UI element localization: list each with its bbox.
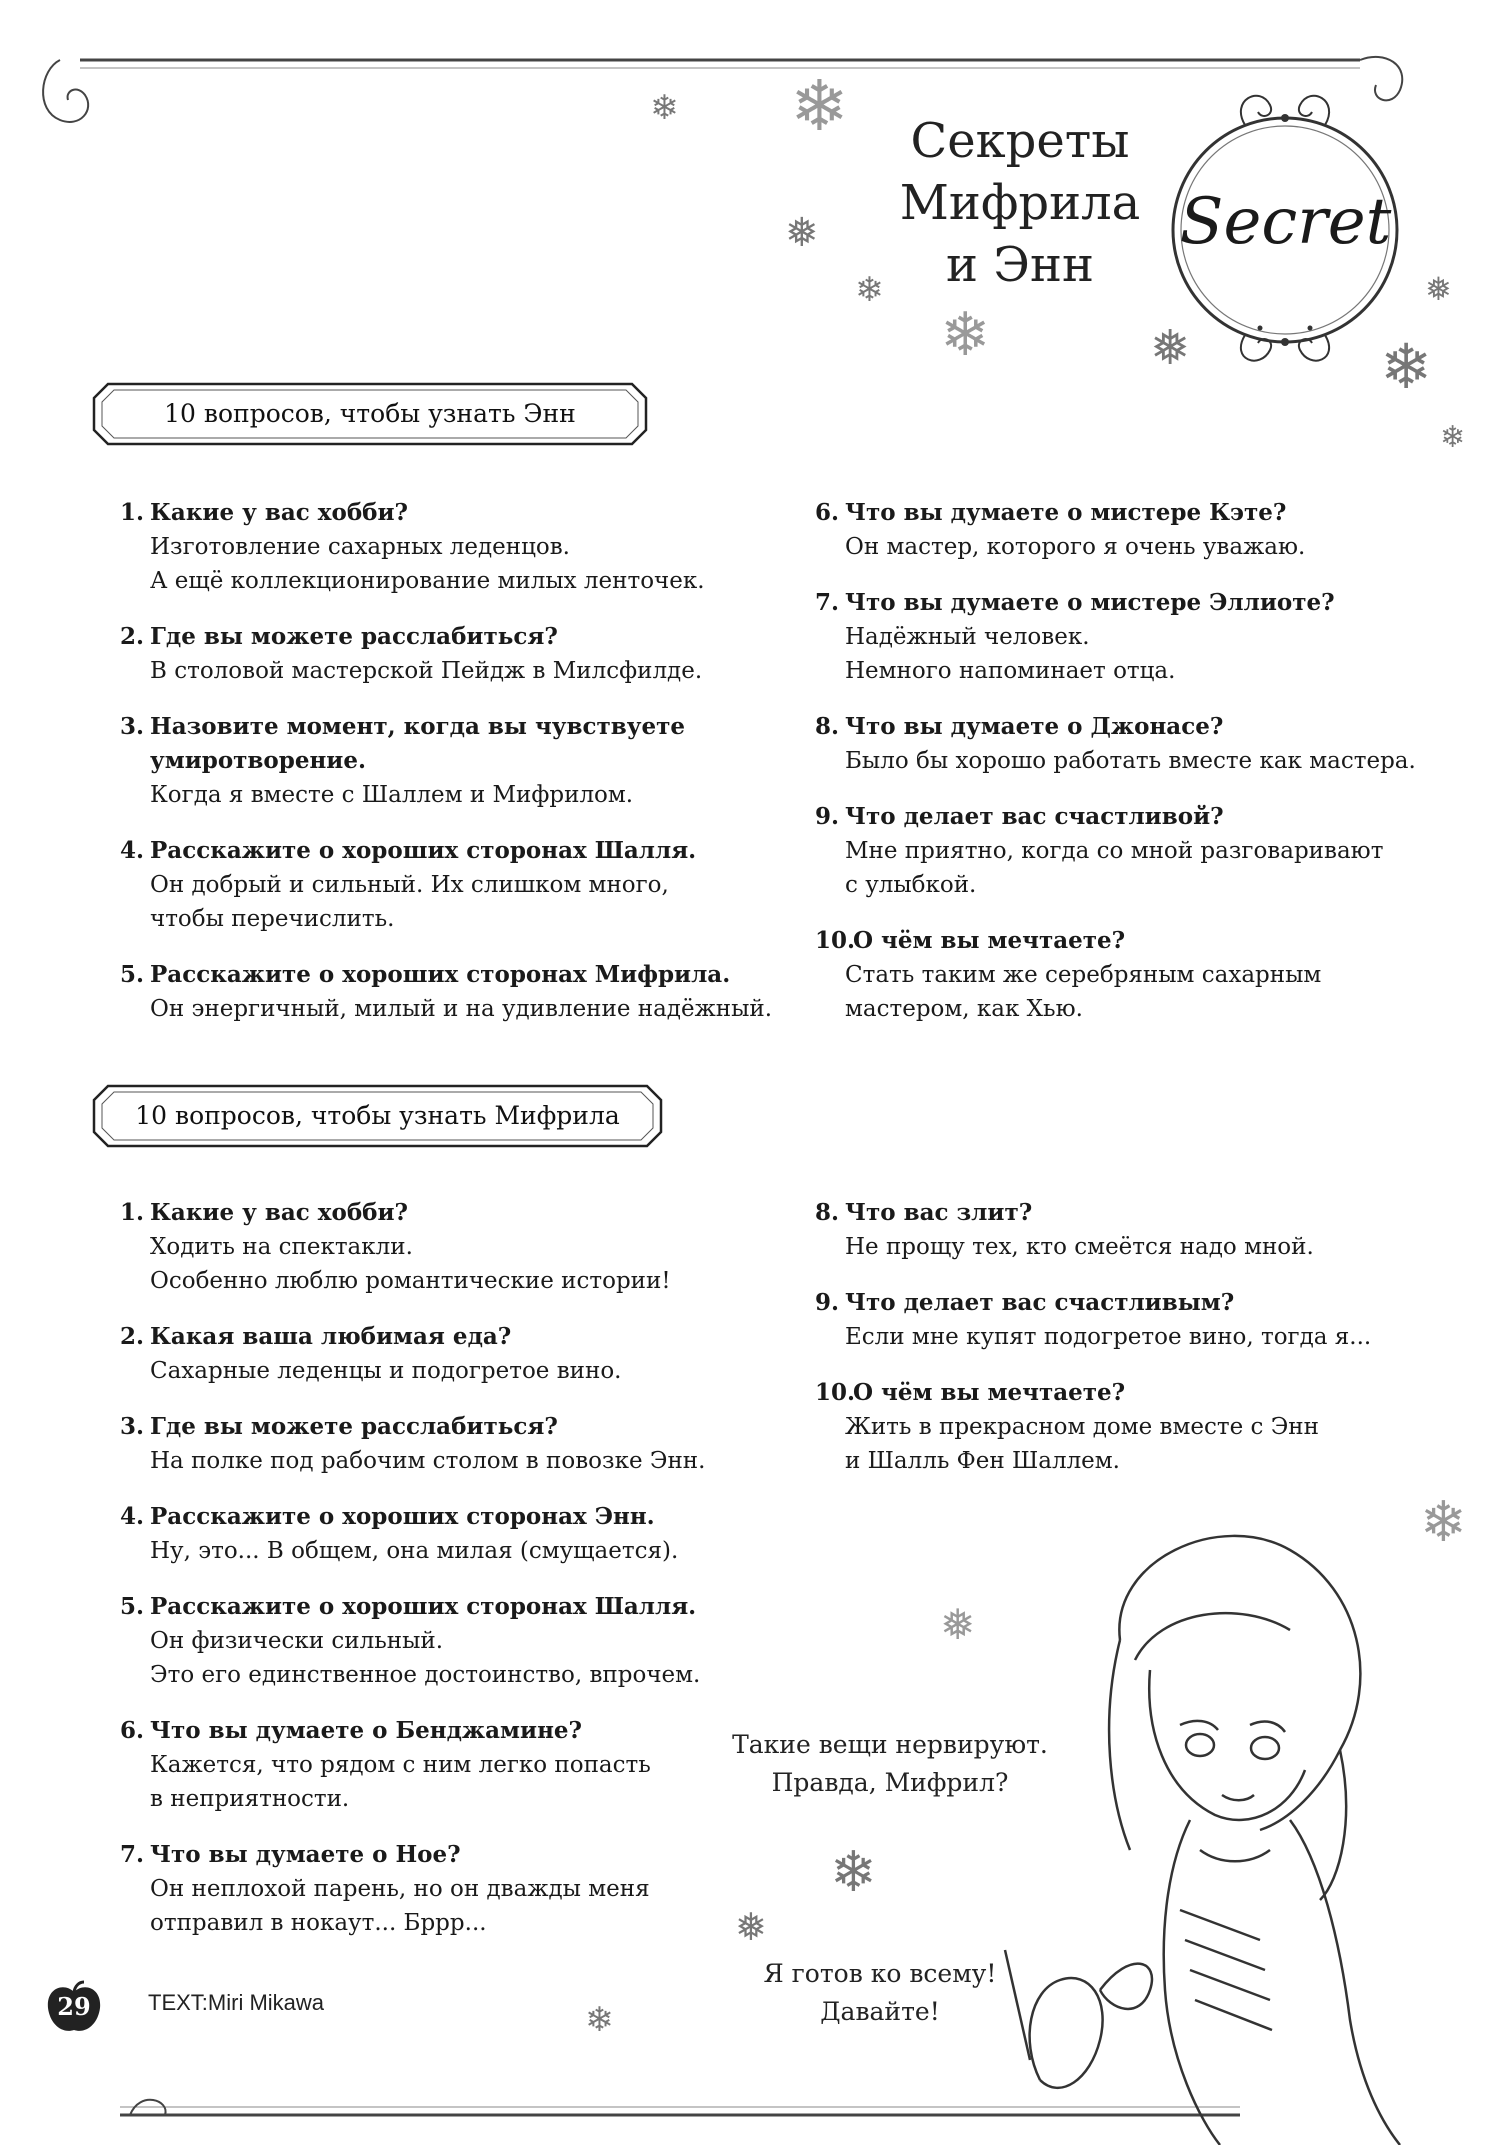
section-heading-label: 10 вопросов, чтобы узнать Мифрила bbox=[135, 1101, 620, 1130]
question-number: 3. bbox=[120, 713, 145, 740]
qa-item bbox=[120, 620, 810, 688]
answer-line: Если мне купят подогретое вино, тогда я... bbox=[845, 1324, 1372, 1350]
answer-line: Особенно люблю романтические истории! bbox=[150, 1268, 671, 1294]
qa-item bbox=[815, 586, 1455, 688]
answer-line: Мне приятно, когда со мной разговаривают bbox=[845, 838, 1384, 864]
answer-line: Было бы хорошо работать вместе как мастера. bbox=[845, 748, 1416, 774]
question-text: Где вы можете расслабиться? bbox=[150, 1413, 558, 1440]
qa-item bbox=[815, 710, 1455, 778]
snowflake-icon: ❅ bbox=[1425, 270, 1452, 308]
qa-item bbox=[120, 1838, 810, 1940]
bubble-line: Такие вещи нервируют. bbox=[732, 1730, 1048, 1759]
answer-line: Он неплохой парень, но он дважды меня bbox=[150, 1876, 650, 1902]
qa-item bbox=[120, 1500, 810, 1568]
question-text: Назовите момент, когда вы чувствуете умиротворение. bbox=[150, 713, 685, 774]
snowflake-icon: ❄ bbox=[1420, 1490, 1467, 1555]
question-number: 1. bbox=[120, 499, 145, 526]
question-number: 10. bbox=[815, 1379, 856, 1406]
question-number: 2. bbox=[120, 623, 145, 650]
answer-line: А ещё коллекционирование милых ленточек. bbox=[150, 568, 705, 594]
qa-item bbox=[815, 1376, 1455, 1478]
qa-item bbox=[120, 958, 810, 1026]
answer-line: мастером, как Хью. bbox=[845, 996, 1083, 1022]
question-text: Расскажите о хороших сторонах Мифрила. bbox=[150, 961, 731, 988]
question-number: 8. bbox=[815, 713, 840, 740]
question-number: 7. bbox=[120, 1841, 145, 1868]
question-number: 6. bbox=[120, 1717, 145, 1744]
speech-bubble-mithril bbox=[740, 1955, 1020, 2031]
answer-line: Он энергичный, милый и на удивление надёжный. bbox=[150, 996, 773, 1022]
answer-line: отправил в нокаут... Бррр... bbox=[150, 1910, 487, 1936]
snowflake-icon: ❄ bbox=[650, 88, 679, 128]
bubble-line: Правда, Мифрил? bbox=[771, 1768, 1009, 1797]
section-heading-anne bbox=[90, 380, 650, 448]
question-number: 9. bbox=[815, 803, 840, 830]
page-number-badge bbox=[44, 1980, 104, 2034]
question-number: 7. bbox=[815, 589, 840, 616]
question-text: Что вы думаете о Бенджамине? bbox=[150, 1717, 583, 1744]
answer-line: Стать таким же серебряным сахарным bbox=[845, 962, 1322, 988]
answer-line: Изготовление сахарных леденцов. bbox=[150, 534, 570, 560]
snowflake-icon: ❅ bbox=[940, 1600, 976, 1649]
anne-questions-right bbox=[815, 496, 1455, 1048]
question-text: Расскажите о хороших сторонах Энн. bbox=[150, 1503, 655, 1530]
secret-badge-text: Secret bbox=[1179, 185, 1392, 259]
answer-line: Когда я вместе с Шаллем и Мифрилом. bbox=[150, 782, 634, 808]
snowflake-icon: ❄ bbox=[790, 65, 849, 147]
text-credit: TEXT:Miri Mikawa bbox=[148, 1990, 325, 2015]
title-line-2: Мифрила bbox=[899, 175, 1141, 231]
mithril-questions-right bbox=[815, 1196, 1455, 1500]
qa-item bbox=[120, 1320, 810, 1388]
answer-line: Он физически сильный. bbox=[150, 1628, 444, 1654]
ornamental-frame-left bbox=[48, 120, 52, 2020]
question-text: Какие у вас хобби? bbox=[150, 1199, 409, 1226]
question-number: 4. bbox=[120, 1503, 145, 1530]
title-line-3: и Энн bbox=[946, 237, 1094, 293]
question-number: 5. bbox=[120, 1593, 145, 1620]
page-title bbox=[880, 110, 1160, 296]
snowflake-icon: ❄ bbox=[855, 270, 884, 310]
snowflake-icon: ❄ bbox=[1380, 330, 1432, 403]
question-text: О чём вы мечтаете? bbox=[853, 927, 1126, 954]
question-text: Где вы можете расслабиться? bbox=[150, 623, 558, 650]
snowflake-icon: ❅ bbox=[1150, 320, 1191, 376]
anne-questions-left bbox=[120, 496, 810, 1048]
answer-line: Жить в прекрасном доме вместе с Энн bbox=[845, 1414, 1319, 1440]
snowflake-icon: ❄ bbox=[585, 2000, 614, 2040]
qa-item bbox=[120, 1590, 810, 1692]
question-text: Что вы думаете о Ное? bbox=[150, 1841, 461, 1868]
question-number: 10. bbox=[815, 927, 856, 954]
bubble-line: Давайте! bbox=[820, 1997, 940, 2026]
qa-item bbox=[120, 710, 810, 812]
question-number: 2. bbox=[120, 1323, 145, 1350]
answer-line: Он добрый и сильный. Их слишком много, bbox=[150, 872, 669, 898]
answer-line: Надёжный человек. bbox=[845, 624, 1090, 650]
qa-item bbox=[815, 496, 1455, 564]
question-text: Какая ваша любимая еда? bbox=[150, 1323, 512, 1350]
answer-line: Ну, это... В общем, она милая (смущается). bbox=[150, 1538, 679, 1564]
answer-line: Ходить на спектакли. bbox=[150, 1234, 413, 1260]
answer-line: Сахарные леденцы и подогретое вино. bbox=[150, 1358, 622, 1384]
qa-item bbox=[120, 1410, 810, 1478]
qa-item bbox=[815, 1196, 1455, 1264]
snowflake-icon: ❅ bbox=[785, 210, 819, 256]
section-heading-label: 10 вопросов, чтобы узнать Энн bbox=[164, 399, 576, 428]
question-text: Что делает вас счастливой? bbox=[845, 803, 1224, 830]
question-number: 4. bbox=[120, 837, 145, 864]
qa-item bbox=[815, 800, 1455, 902]
answer-line: чтобы перечислить. bbox=[150, 906, 395, 932]
title-line-1: Секреты bbox=[910, 113, 1130, 169]
qa-item bbox=[120, 1196, 810, 1298]
page-number: 29 bbox=[57, 1992, 91, 2021]
qa-item bbox=[120, 1714, 810, 1816]
snowflake-icon: ❅ bbox=[735, 1905, 767, 1949]
question-text: О чём вы мечтаете? bbox=[853, 1379, 1126, 1406]
anne-mithril-illustration bbox=[960, 1520, 1460, 2145]
bubble-line: Я готов ко всему! bbox=[763, 1959, 997, 1988]
answer-line: с улыбкой. bbox=[845, 872, 977, 898]
answer-line: Это его единственное достоинство, впрочем. bbox=[150, 1662, 701, 1688]
question-number: 1. bbox=[120, 1199, 145, 1226]
question-text: Что вас злит? bbox=[845, 1199, 1033, 1226]
answer-line: Немного напоминает отца. bbox=[845, 658, 1176, 684]
section-heading-mithril bbox=[90, 1082, 665, 1150]
question-text: Что вы думаете о мистере Кэте? bbox=[845, 499, 1287, 526]
question-text: Какие у вас хобби? bbox=[150, 499, 409, 526]
qa-item bbox=[815, 924, 1455, 1026]
question-text: Расскажите о хороших сторонах Шалля. bbox=[150, 837, 697, 864]
answer-line: в неприятности. bbox=[150, 1786, 350, 1812]
answer-line: В столовой мастерской Пейдж в Милсфилде. bbox=[150, 658, 703, 684]
snowflake-icon: ❄ bbox=[1440, 420, 1466, 455]
answer-line: Не прощу тех, кто смеётся надо мной. bbox=[845, 1234, 1314, 1260]
question-text: Расскажите о хороших сторонах Шалля. bbox=[150, 1593, 697, 1620]
question-text: Что вы думаете о Джонасе? bbox=[845, 713, 1224, 740]
question-text: Что делает вас счастливым? bbox=[845, 1289, 1235, 1316]
qa-item bbox=[120, 496, 810, 598]
answer-line: Он мастер, которого я очень уважаю. bbox=[845, 534, 1306, 560]
question-number: 3. bbox=[120, 1413, 145, 1440]
question-number: 5. bbox=[120, 961, 145, 988]
qa-item bbox=[120, 834, 810, 936]
question-number: 6. bbox=[815, 499, 840, 526]
question-text: Что вы думаете о мистере Эллиоте? bbox=[845, 589, 1335, 616]
question-number: 9. bbox=[815, 1289, 840, 1316]
snowflake-icon: ❄ bbox=[830, 1840, 877, 1905]
answer-line: На полке под рабочим столом в повозке Энн. bbox=[150, 1448, 706, 1474]
mithril-questions-left bbox=[120, 1196, 810, 1962]
question-number: 8. bbox=[815, 1199, 840, 1226]
answer-line: Кажется, что рядом с ним легко попасть bbox=[150, 1752, 651, 1778]
answer-line: и Шалль Фен Шаллем. bbox=[845, 1448, 1120, 1474]
snowflake-icon: ❄ bbox=[940, 300, 991, 370]
speech-bubble-anne bbox=[730, 1726, 1050, 1802]
qa-item bbox=[815, 1286, 1455, 1354]
